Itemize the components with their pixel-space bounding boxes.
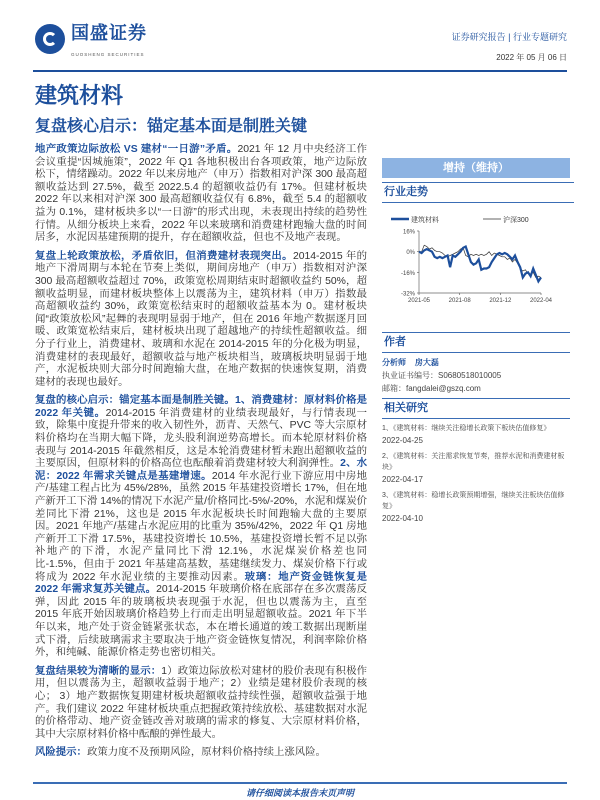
report-type: 证券研究报告 | 行业专题研究 [451,32,567,42]
paragraph-lead: 复盘结果较为清晰的显示： [35,665,162,677]
related-date: 2022-04-25 [382,436,423,445]
related-date: 2022-04-17 [382,475,423,484]
y-tick-label: -16% [400,270,415,277]
y-tick-label: 0% [406,250,415,257]
logo-icon [35,24,65,54]
paragraph-1 [35,144,367,245]
related-heading: 相关研究 [382,398,570,419]
page-subtitle: 复盘核心启示：锚定基本面是制胜关键 [35,118,308,135]
paragraph-lead: 地产政策边际放松 VS 建材“一日游”矛盾。 [35,144,238,155]
x-tick-label: 2021-05 [407,298,431,304]
analyst [382,356,570,369]
paragraph-subhead: 2、水泥：2022 年需求关键点是基建增速。 [35,458,367,482]
x-tick-label: 2021-08 [448,298,471,304]
main-content [35,144,367,766]
author-info [382,353,570,398]
author-email[interactable]: 邮箱：fangdalei@gszq.com [382,384,481,393]
legend-label: 沪深300 [503,217,529,224]
company-logo [35,22,165,62]
page-title: 建筑材料 [35,83,124,108]
x-tick-label: 2021-12 [489,298,512,304]
related-date: 2022-04-10 [382,514,423,523]
y-tick-label: -32% [400,291,415,298]
paragraph-body: 1）政策边际放松对建材的股价表现有积极作用，但以震荡为主，超额收益弱于地产；2）业绩是建材股价表现的核心； 3）地产数据恢复期建材板块超额收益持续性强，超额收益强于地产。我们建议 2022 年建材板块重点把握政策持续放松、基建数据对水泥的价格带动、地产资金链改善对玻璃的需求的修复、大宗原材料价格，其中大宗原材料价格中酝酿的弹性最大。 [35,665,367,740]
related-title[interactable]: 2、《建筑材料：关注需求恢复节奏，推荐水泥和消费建材板块》 [382,453,565,471]
related-list [382,419,570,525]
paragraph-body: 2014-2015 年消费建材的业绩表现最好，与行情表现一致，除集中度提升带来的收入韧性外，沥青、天然气、PVC 等大宗原材料价格均在当期大幅下降，龙头股利润逆势高增长。而本轮原材料价格表现与 2014-2015 年截然相反，这是本轮消费建材暂未跑出超额收益的主要原因，但原材料的价格高位也酝酿着消费建材较大利润弹性。 [35,407,367,470]
y-tick-label: 16% [402,229,415,236]
legend-label: 建筑材料 [411,217,439,224]
paragraph-body: 2014 年水泥行业下游应用中房地产/基建工程占比为 45%/28%，虽然 2015 年基建投资增长 17%，但在地产新开工下滑 14%的情况下水泥产量/价格同比-5%/-20%，水泥和煤炭价差同比下滑 21%，这也是 2015 年水泥板块长时间跑输大盘的主要原因。2021 年地产/基建占水泥应用的比重为 35%/42%，2022 年 Q1 房地产新开工下滑 17.5%，基建投资增长 10.5%，基建投资增长暂不足以弥补地产的下滑，水泥产量同比下滑 12.1%，水泥煤炭价格差也同比-1.5%，但由于 2021 年基建高基数，基建继续发力、煤炭价格下行或将成为 2022 年水泥业绩的主要推动因素。 [35,470,367,583]
analyst-name: 房大磊 [414,358,439,367]
related-item[interactable] [382,451,570,486]
paragraph-3 [35,395,367,659]
author-heading: 作者 [382,332,570,353]
industry-trend-chart [383,207,573,307]
footer-disclaimer: 请仔细阅读本报告末页声明 [245,788,354,798]
paragraph-body: 2021 年 12 月中央经济工作会议重提“因城施策”，2022 年 Q1 各地积极出台各项政策，地产边际放松下，情绪躁动。2022 年以来房地产（申万）指数相对沪深 300 最高超额收益达到 27.5%，截至 2022.5.4 的超额收益仍有 17%。但建材板块 2022 年以来相对沪深 300 最高超额收益仅有 6.8%，截至 5.4 的超额收益为 0.1%，建材板块多以“一日游”的形式出现，未表现出持续的趋势性行情。从细分板块上来看，2022 年以来玻璃和消费建材跑输大盘的时间居多，水泥因基建预期的提升，存在超额收益，但也不及地产表现。 [35,144,367,244]
paragraph-lead: 复盘上轮政策放松，矛盾依旧，但消费建材表现突出。 [35,250,293,262]
related-item[interactable] [382,423,570,447]
paragraph-body: 2014-2015 年玻璃价格在底部存在多次震荡反弹，因此 2015 年的玻璃板块表现强于水泥，但也以震荡为主，直至 2015 年底开始因玻璃价格趋势上行而走出明显超额收益。2021 年下半年以来，地产处于资金链紧张状态，本在增长通道的竣工数据出现断崖式下滑，后续玻璃需求主要取决于地产资金链恢复情况，利润率除价格外，和纯碱、能源价格走势也密切相关。 [35,584,367,659]
risk-warning [35,747,367,760]
related-title[interactable]: 1、《建筑材料：继续关注稳增长政策下板块估值修复》 [382,425,551,432]
analyst-label: 分析师 [382,358,406,367]
paragraph-4 [35,666,367,742]
logo-text: 国盛证券 [71,23,147,43]
paragraph-lead: 复盘的核心启示：锚定基本面是制胜关键。1、消费建材：原材料价格是 2022 年关键。 [35,395,367,419]
related-item[interactable] [382,490,570,525]
sidebar-lower [382,332,570,525]
trend-heading: 行业走势 [382,182,574,203]
report-date: 2022 年 05 月 06 日 [496,53,567,62]
paragraph-subhead: 玻璃：地产资金链恢复是 2022 年需求复苏关键点。 [35,571,368,596]
header-divider [33,70,567,72]
paragraph-body: 政策力度不及预期风险，原材料价格持续上涨风险。 [86,747,326,759]
logo-subtext: GUOSHENG SECURITIES [71,52,145,57]
rating-badge: 增持（维持） [382,158,570,178]
x-tick-label: 2022-04 [529,298,553,304]
paragraph-body: 2014-2015 年的地产下滑周期与本轮在节奏上类似，期间房地产（申万）指数相对沪深 300 最高超额收益超过 70%，政策宽松周期结束时超额收益约 50%，超额收益明显，而建材板块整体上以震荡为主，建筑材料（申万）指数最高超额收益约 30%，政策宽松结束时的超额收益基本为 0。建材板块闻“政策放松风”起舞的表现明显弱于地产，但在 2016 年地产数据逐月回暖、政策宽松结束后，建材板块出现了超越地产的持续性超额收益。细分子行业上，消费建材、玻璃和水泥在 2014-2015 年的分化极为明显，消费建材的表现最好，超额收益与地产板块相当，玻璃板块明显弱于地产，水泥板块则大部分时间跑输大盘，在地产数据的快速恢复期，消费建材的表现也最好。 [35,250,368,388]
cert-number: 执业证书编号：S0680518010005 [382,371,502,380]
footer-divider [33,782,567,784]
related-title[interactable]: 3、《建筑材料：稳增长政策预期增强，继续关注板块估值修复》 [382,492,565,510]
paragraph-lead: 风险提示： [35,747,87,759]
paragraph-2 [35,251,367,390]
